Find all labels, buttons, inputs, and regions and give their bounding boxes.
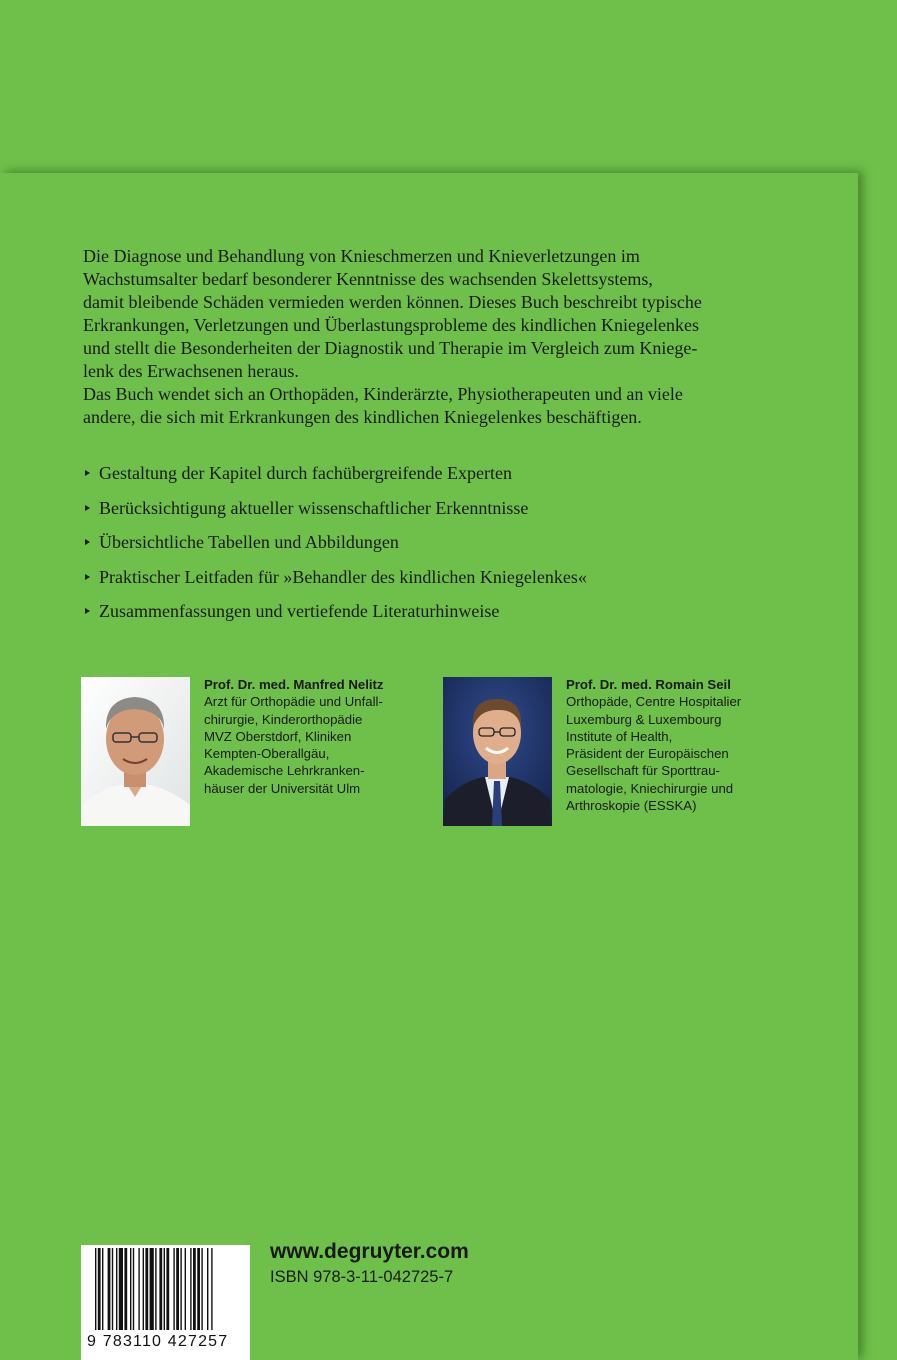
barcode-bar <box>150 1248 154 1330</box>
barcode-bar <box>193 1248 196 1330</box>
description-line: und stellt die Besonderheiten der Diagnostik und Therapie im Vergleich zum Kniege- <box>83 338 698 358</box>
barcode-bar <box>112 1248 113 1330</box>
feature-item <box>83 461 803 496</box>
author-photo-nelitz <box>81 677 190 826</box>
barcode-bar <box>164 1248 165 1330</box>
barcode-bar <box>207 1248 208 1330</box>
author-bio-line: Institute of Health, <box>566 728 673 744</box>
triangle-bullet-icon <box>85 539 90 545</box>
barcode-bar <box>166 1248 169 1330</box>
feature-text: Berücksichtigung aktueller wissenschaftlicher Erkenntnisse <box>99 497 529 518</box>
barcode-bar <box>130 1248 131 1330</box>
barcode-bar <box>145 1248 148 1330</box>
author-name: Prof. Dr. med. Manfred Nelitz <box>204 677 384 692</box>
author-bio-seil <box>566 676 796 814</box>
description-line: Das Buch wendet sich an Orthopäden, Kinderärzte, Physiotherapeuten und an viele <box>83 384 683 404</box>
barcode-bar <box>124 1248 127 1330</box>
barcode-bar <box>185 1248 186 1330</box>
barcode-bar <box>173 1248 174 1330</box>
triangle-bullet-icon <box>85 608 90 614</box>
barcode-bars <box>81 1245 250 1333</box>
feature-item <box>83 599 803 634</box>
description-line: Wachstumsalter bedarf besonderer Kenntnisse des wachsenden Skelettsystems, <box>83 269 653 289</box>
barcode-bar <box>180 1248 181 1330</box>
author-bio-line: MVZ Oberstdorf, Kliniken <box>204 728 352 744</box>
author-bio-line: Arzt für Orthopädie und Unfall- <box>204 694 383 710</box>
feature-text: Zusammenfassungen und vertiefende Literaturhinweise <box>99 601 500 621</box>
barcode-bar <box>190 1248 191 1330</box>
author-bio-line: Luxemburg & Luxembourg <box>566 711 722 727</box>
description-line: andere, die sich mit Erkrankungen des kindlichen Kniegelenkes beschäftigen. <box>83 407 642 427</box>
barcode-bar <box>211 1248 212 1330</box>
barcode-bar <box>108 1248 111 1330</box>
barcode-bar <box>159 1248 162 1330</box>
triangle-bullet-icon <box>85 470 90 476</box>
author-bio-line: Präsident der Europäischen <box>566 746 729 762</box>
barcode-bar <box>201 1248 202 1330</box>
author-bio-line: Gesellschaft für Sporttrau- <box>566 763 720 779</box>
barcode-bar <box>116 1248 117 1330</box>
author-name: Prof. Dr. med. Romain Seil <box>566 677 731 692</box>
description-line: Die Diagnose und Behandlung von Knieschmerzen und Knieverletzungen im <box>83 246 640 266</box>
feature-item <box>83 496 803 531</box>
barcode-bar <box>176 1248 179 1330</box>
barcode-bar <box>133 1248 134 1330</box>
author-bio-line: chirurgie, Kinderorthopädie <box>204 711 363 727</box>
barcode-bar <box>138 1248 139 1330</box>
author-bio-line: häuser der Universität Ulm <box>204 780 361 796</box>
publisher-website: www.degruyter.com <box>270 1240 469 1263</box>
feature-item <box>83 530 803 565</box>
barcode-bar <box>155 1248 156 1330</box>
portrait-illustration <box>81 677 190 826</box>
feature-list <box>83 461 803 634</box>
author-bio-line: Kempten-Oberallgäu, <box>204 746 330 762</box>
description-line: lenk des Erwachsenen heraus. <box>83 361 299 381</box>
author-bio-line: Akademische Lehrkranken- <box>204 763 365 779</box>
author-bio-line: matologie, Kniechirurgie und <box>566 780 734 796</box>
isbn-number: ISBN 978-3-11-042725-7 <box>270 1268 454 1286</box>
author-bio-line: Arthroskopie (ESSKA) <box>566 798 697 814</box>
author-photo-seil <box>443 677 552 826</box>
author-bio-nelitz <box>204 676 429 797</box>
barcode-bar <box>95 1248 96 1330</box>
feature-item <box>83 565 803 600</box>
description <box>83 245 803 429</box>
triangle-bullet-icon <box>85 574 90 580</box>
barcode-bar <box>143 1248 144 1330</box>
feature-text: Praktischer Leitfaden für »Behandler des kindlichen Kniegelenkes« <box>99 566 587 587</box>
isbn-barcode <box>81 1245 250 1360</box>
author-bio-line: Orthopäde, Centre Hospitalier <box>566 694 742 710</box>
barcode-bar <box>98 1248 101 1330</box>
description-line: damit bleibende Schäden vermieden werden können. Dieses Buch beschreibt typische <box>83 292 702 312</box>
triangle-bullet-icon <box>85 505 90 511</box>
barcode-digits: 9 783110 427257 <box>87 1333 229 1350</box>
portrait-illustration <box>443 677 552 826</box>
barcode-bar <box>102 1248 103 1330</box>
barcode-bar <box>197 1248 200 1330</box>
feature-text: Gestaltung der Kapitel durch fachübergreifende Experten <box>99 463 512 483</box>
description-line: Erkrankungen, Verletzungen und Überlastungsprobleme des kindlichen Kniegelenkes <box>83 315 699 335</box>
feature-text: Übersichtliche Tabellen und Abbildungen <box>99 532 399 552</box>
barcode-bar <box>119 1248 123 1330</box>
